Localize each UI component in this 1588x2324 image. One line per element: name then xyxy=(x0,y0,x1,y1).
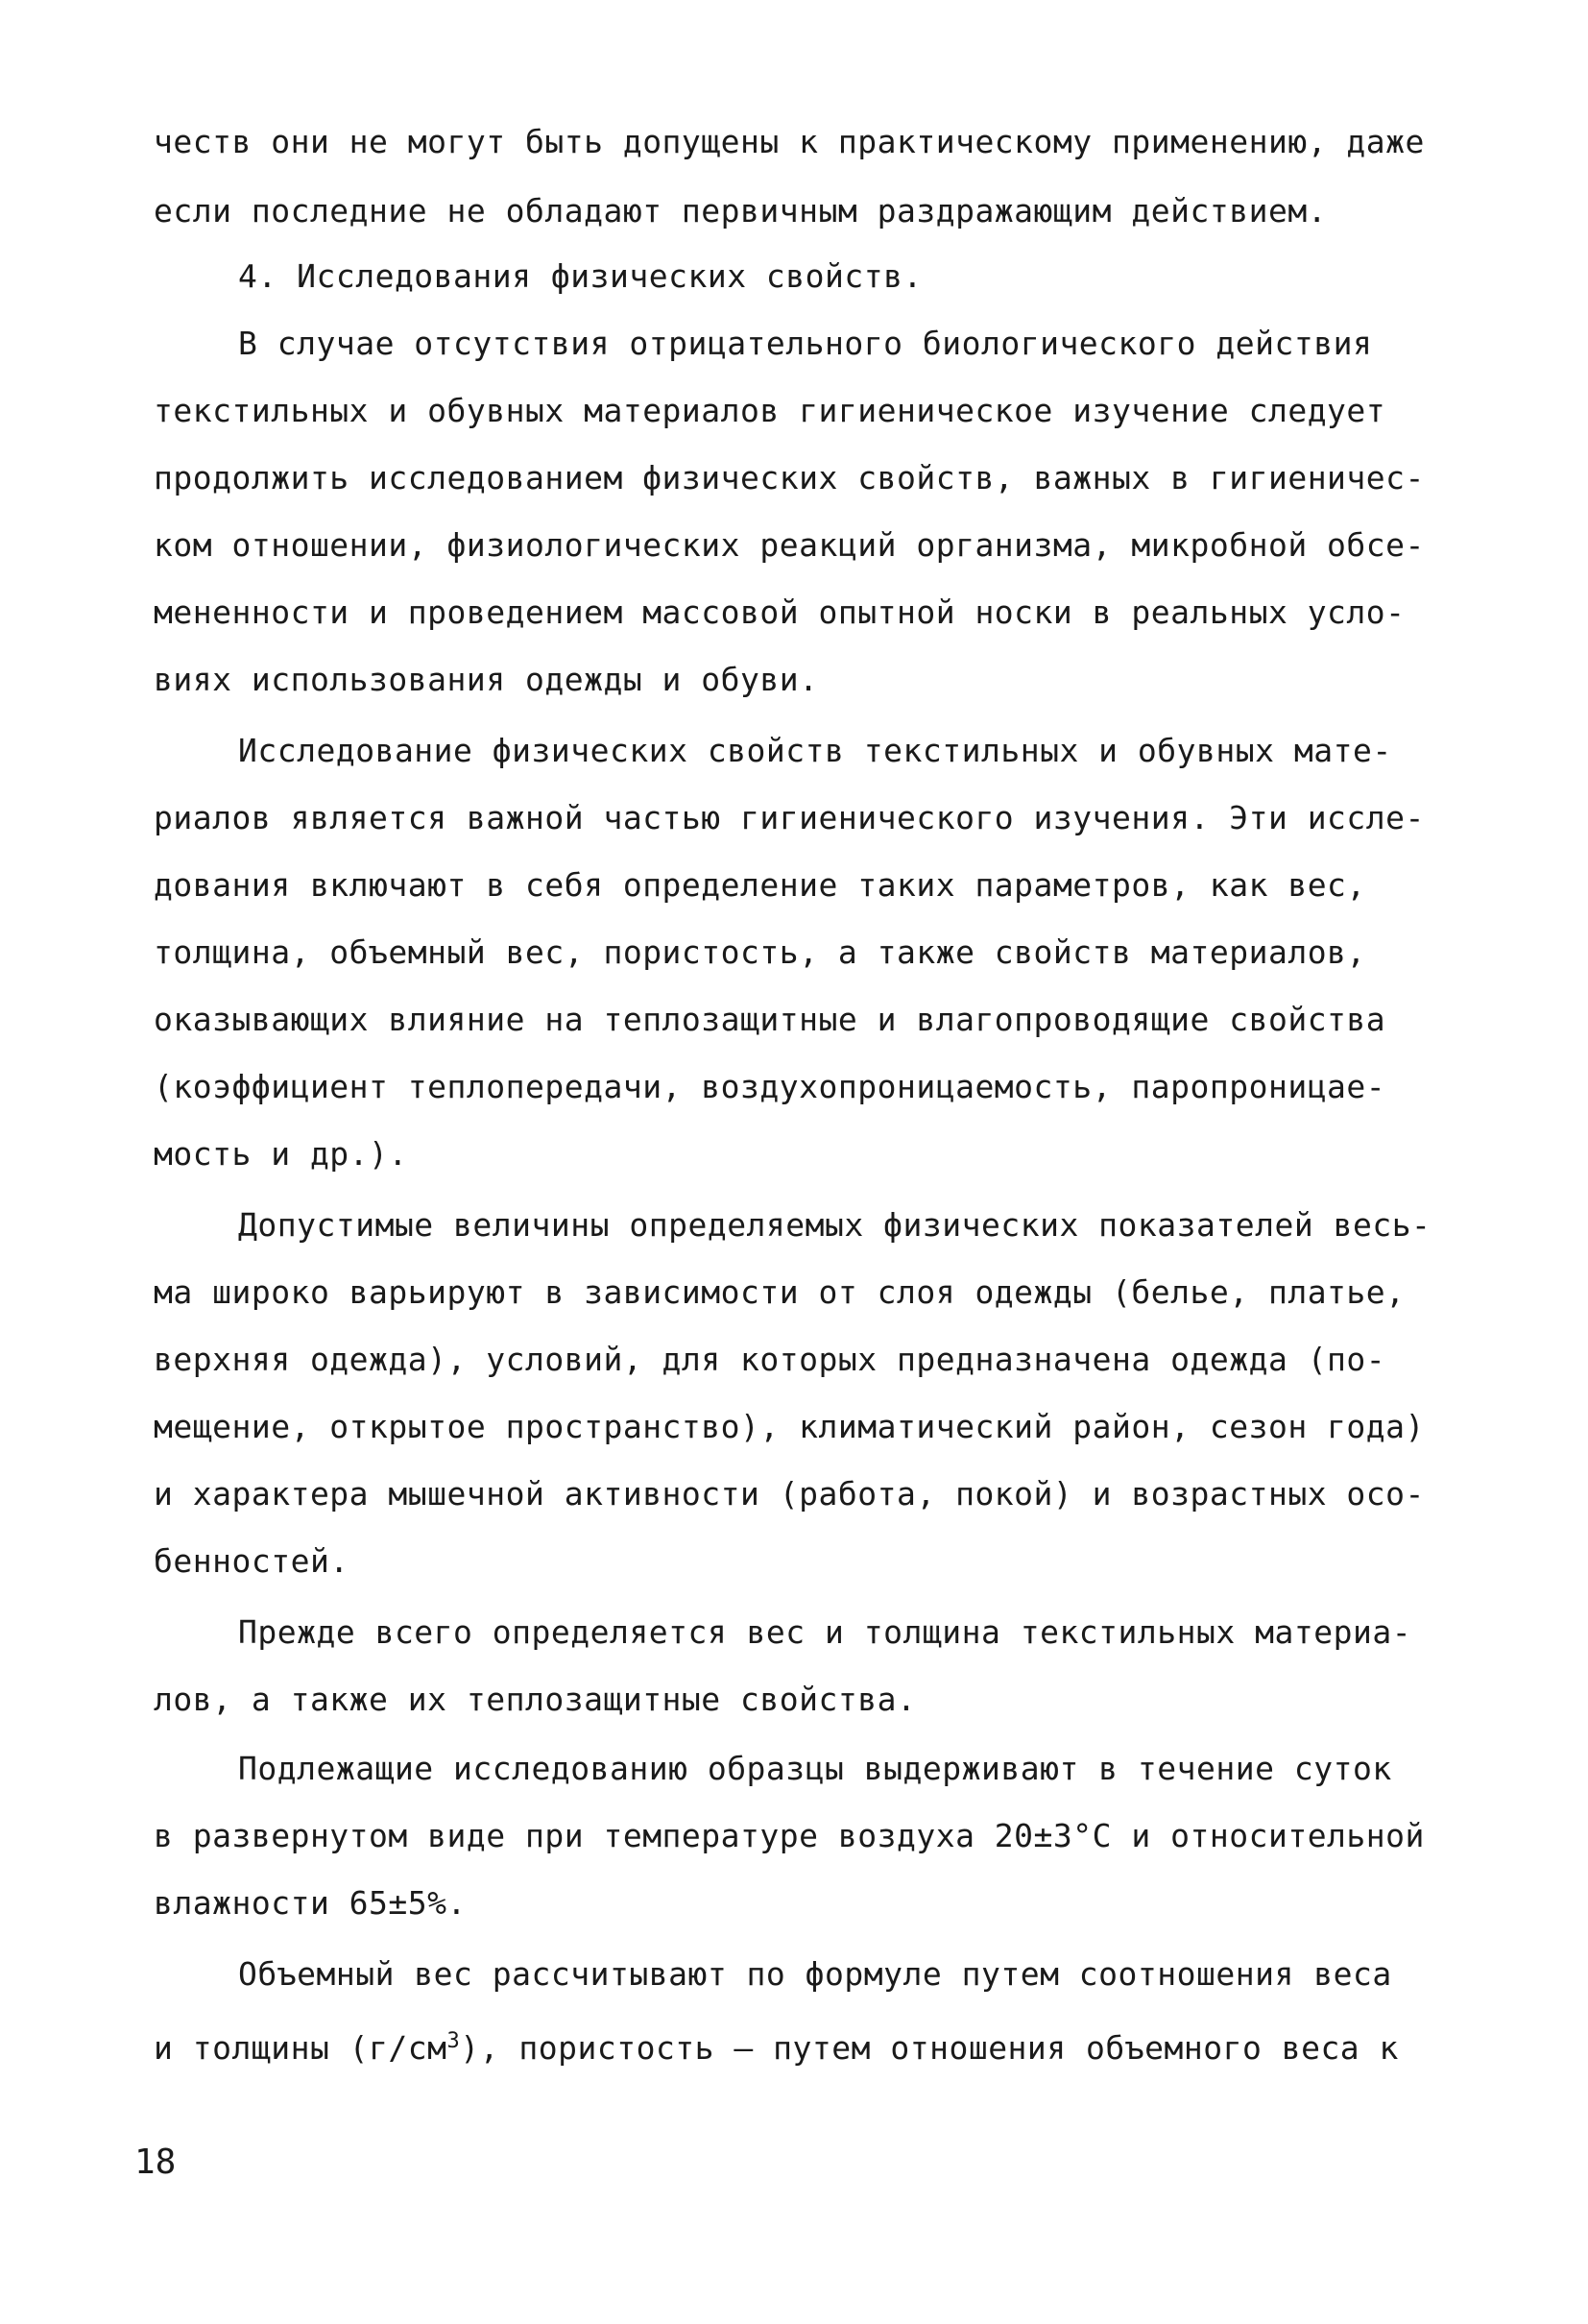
text-line: верхняя одежда), условий, для которых предназначена одежда (по- xyxy=(154,1341,1386,1378)
text-line: оказывающих влияние на теплозащитные и влагопроводящие свойства xyxy=(154,1001,1386,1038)
text-line: риалов является важной частью гигиенического изучения. Эти иссле- xyxy=(154,799,1425,836)
text-line: (коэффициент теплопередачи, воздухопроницаемость, паропроницае- xyxy=(154,1068,1386,1105)
text-line: бенностей. xyxy=(154,1542,349,1580)
text-line: виях использования одежды и обуви. xyxy=(154,661,819,698)
text-line: влажности 65±5%. xyxy=(154,1884,467,1922)
text-line: продолжить исследованием физических свойств, важных в гигиеничес- xyxy=(154,459,1425,496)
text-line: мененности и проведением массовой опытной носки в реальных усло- xyxy=(154,593,1406,631)
text-line: ком отношении, физиологических реакций организма, микробной обсе- xyxy=(154,526,1425,564)
text-line: в развернутом виде при температуре воздуха 20±3°С и относительной xyxy=(154,1817,1425,1854)
text-line: Объемный вес рассчитывают по формуле путем соотношения веса xyxy=(238,1955,1392,1993)
text-line: мость и др.). xyxy=(154,1135,408,1173)
text-segment: и толщины (г/см xyxy=(154,2029,447,2067)
text-line: толщина, объемный вес, пористость, а также свойств материалов, xyxy=(154,933,1366,971)
text-line: если последние не обладают первичным раздражающим действием. xyxy=(154,192,1328,230)
page-number: 18 xyxy=(134,2142,177,2182)
text-line: текстильных и обувных материалов гигиеническое изучение следует xyxy=(154,392,1386,429)
text-line: честв они не могут быть допущены к практическому применению, даже xyxy=(154,123,1425,160)
text-line: дования включают в себя определение таких параметров, как вес, xyxy=(154,866,1366,904)
text-line: Исследование физических свойств текстильных и обувных мате- xyxy=(238,732,1392,769)
text-line: Допустимые величины определяемых физических показателей весь- xyxy=(238,1206,1432,1244)
text-line: Прежде всего определяется вес и толщина текстильных материа- xyxy=(238,1613,1412,1651)
text-line: мещение, открытое пространство), климатический район, сезон года) xyxy=(154,1408,1425,1445)
text-line xyxy=(154,2022,1399,2068)
text-line: и характера мышечной активности (работа, покой) и возрастных осо- xyxy=(154,1475,1425,1513)
text-line: лов, а также их теплозащитные свойства. xyxy=(154,1681,917,1718)
superscript: 3 xyxy=(446,2029,461,2053)
text-line: Подлежащие исследованию образцы выдерживают в течение суток xyxy=(238,1750,1392,1787)
section-heading: 4. Исследования физических свойств. xyxy=(238,257,923,295)
text-line: В случае отсутствия отрицательного биологического действия xyxy=(238,325,1373,362)
text-segment: ), пористость – путем отношения объемного веса к xyxy=(460,2029,1399,2067)
text-line: ма широко варьируют в зависимости от слоя одежды (белье, платье, xyxy=(154,1273,1406,1311)
